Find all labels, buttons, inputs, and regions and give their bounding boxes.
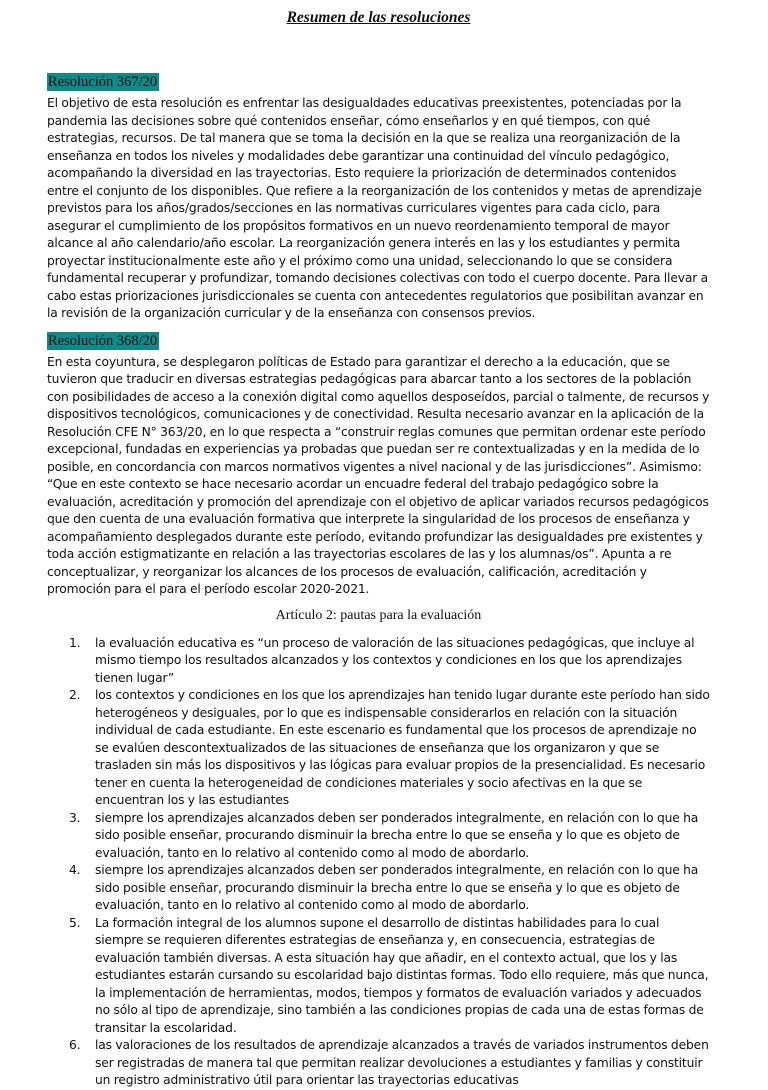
list-item-number: 5. [69,915,81,930]
list-item-number: 6. [69,1038,81,1052]
section-body-368: En esta coyuntura, se desplegaron políticas de Estado para garantizar el derecho a la educación, que se tuvieron que traducir en diversas estrategias pedagógicas para abarcar tanto a los sectores de la población con posibilidades de acceso a la conexión digital como aquellos desposeídos, parcial o talmente, de recursos y dispositivos tecnológicos, comunicaciones y de conectividad. Resulta necesario avanzar en la aplicación de la Resolución CFE N° 363/20, en lo que respecta a “construir reglas comunes que permitan ordenar este período excepcional, fundadas en experiencias ya probadas que puedan ser re contextualizadas y en la medida de lo posible, en concordancia con marcos normativos vigentes a nivel nacional y de las jurisdicciones”. Asimismo: “Que en este contexto se hace necesario acordar un encuadre federal del trabajo pedagógico sobre la evaluación, acreditación y promoción del aprendizaje con el objetivo de aplicar variados recursos pedagógicos que den cuenta de una evaluación formativa que interprete la singularidad de los procesos de enseñanza y acompañamiento desplegados durante este período, evitando profundizar las desigualdades pre existentes y toda acción estigmatizante en relación a las trayectorias escolares de las y los alumnas/os”. Apunta a re conceptualizar, y reorganizar los alcances de los procesos de evaluación, calificación, acreditación y promoción para el para el período escolar 2020-2021. [47,354,710,596]
list-item-number: 1. [69,635,81,650]
section-heading-wrapper [47,331,710,350]
list-item [47,635,710,688]
list-item [47,1037,710,1090]
list-item-number: 4. [69,863,81,877]
list-item-text: los contextos y condiciones en los que los aprendizajes han tenido lugar durante este período han sido heterogéneos y desiguales, por lo que es indispensable considerarlos en relación con la situación individual de cada estudiante. En este escenario es fundamental que los procesos de aprendizaje no se evalúen descontextualizados de las situaciones de enseñanza que los organizaron y que se trasladen sin más los dispositivos y las lógicas para evaluar propios de la presencialidad. Es necesario tener en cuenta la heterogeneidad de condiciones materiales y socio afectivas en la que se encuentran los y las estudiantes [95,688,710,807]
evaluation-guidelines-list [47,635,710,1090]
section-heading-wrapper [47,72,710,91]
article-heading: Artículo 2: pautas para la evaluación [275,607,482,623]
list-item-text: siempre los aprendizajes alcanzados deben ser ponderados integralmente, en relación con lo que ha sido posible enseñar, procurando disminuir la brecha entre lo que se enseña y lo que es objeto de evaluación, tanto en lo relativo al contenido como al modo de abordarlo. [95,810,699,860]
list-item [47,862,710,915]
document-title: Resumen de las resoluciones [286,9,471,26]
list-item [47,687,710,810]
list-item [47,915,710,1038]
list-item-text: siempre los aprendizajes alcanzados deben ser ponderados integralmente, en relación con lo que ha sido posible enseñar, procurando disminuir la brecha entre lo que se enseña y lo que es objeto de evaluación, tanto en lo relativo al contenido como al modo de abordarlo. [95,863,699,912]
section-heading-367: Resolución 367/20 [48,74,158,90]
list-item [47,810,710,863]
list-item-number: 3. [69,810,81,825]
list-item-text: las valoraciones de los resultados de aprendizaje alcanzados a través de variados instrumentos deben ser registradas de manera tal que permitan realizar devoluciones a estudiantes y familias y constituir un registro administrativo útil para orientar las trayectorias educativas [95,1038,709,1087]
section-heading-368: Resolución 368/20 [48,332,158,349]
section-body-367: El objetivo de esta resolución es enfrentar las desigualdades educativas preexistentes, potenciadas por la pandemia las decisiones sobre qué contenidos enseñar, cómo enseñarlos y en qué tiempos, con qué estrategias, recursos. De tal manera que se toma la decisión en la que se realiza una reorganización de la enseñanza en todos los niveles y modalidades debe garantizar una continuidad del vínculo pedagógico, acompañando la diversidad en las trayectorias. Esto requiere la priorización de determinados contenidos entre el conjunto de los disponibles. Que refiere a la reorganización de los contenidos y metas de aprendizaje previstos para los años/grados/secciones en las normativas curriculares vigentes para cada ciclo, para asegurar el cumplimiento de los propósitos formativos en un nuevo reordenamiento temporal de mayor alcance al año calendario/año escolar. La reorganización genera interés en las y los estudiantes y permita proyectar institucionalmente este año y el próximo como una unidad, seleccionando lo que se considera fundamental recuperar y profundizar, tomando decisiones colectivas con todo el cuerpo docente. Para llevar a cabo estas priorizaciones jurisdiccionales se cuenta con antecedentes regulatorios que posibilitan avanzar en la revisión de la organización curricular y de la enseñanza con consensos previos. [47,96,709,320]
list-item-text: La formación integral de los alumnos supone el desarrollo de distintas habilidades para lo cual siempre se requieren diferentes estrategias de enseñanza y, en consecuencia, estrategias de evaluación también diversas. A esta situación hay que añadir, en el contexto actual, que los y las estudiantes estarán cursando su escolaridad bajo distintas formas. Todo ello requiere, más que nunca, la implementación de herramientas, modos, tiempos y formatos de evaluación variados y adecuados no sólo al tipo de aprendizaje, sino también a las condiciones propias de cada una de estas formas de transitar la escolaridad. [95,915,709,1035]
list-item-text: la evaluación educativa es “un proceso de valoración de las situaciones pedagógicas, que incluye al mismo tiempo los resultados alcanzados y los contextos y condiciones en los que los aprendizajes tienen lugar” [95,635,695,685]
list-item-number: 2. [69,688,81,702]
